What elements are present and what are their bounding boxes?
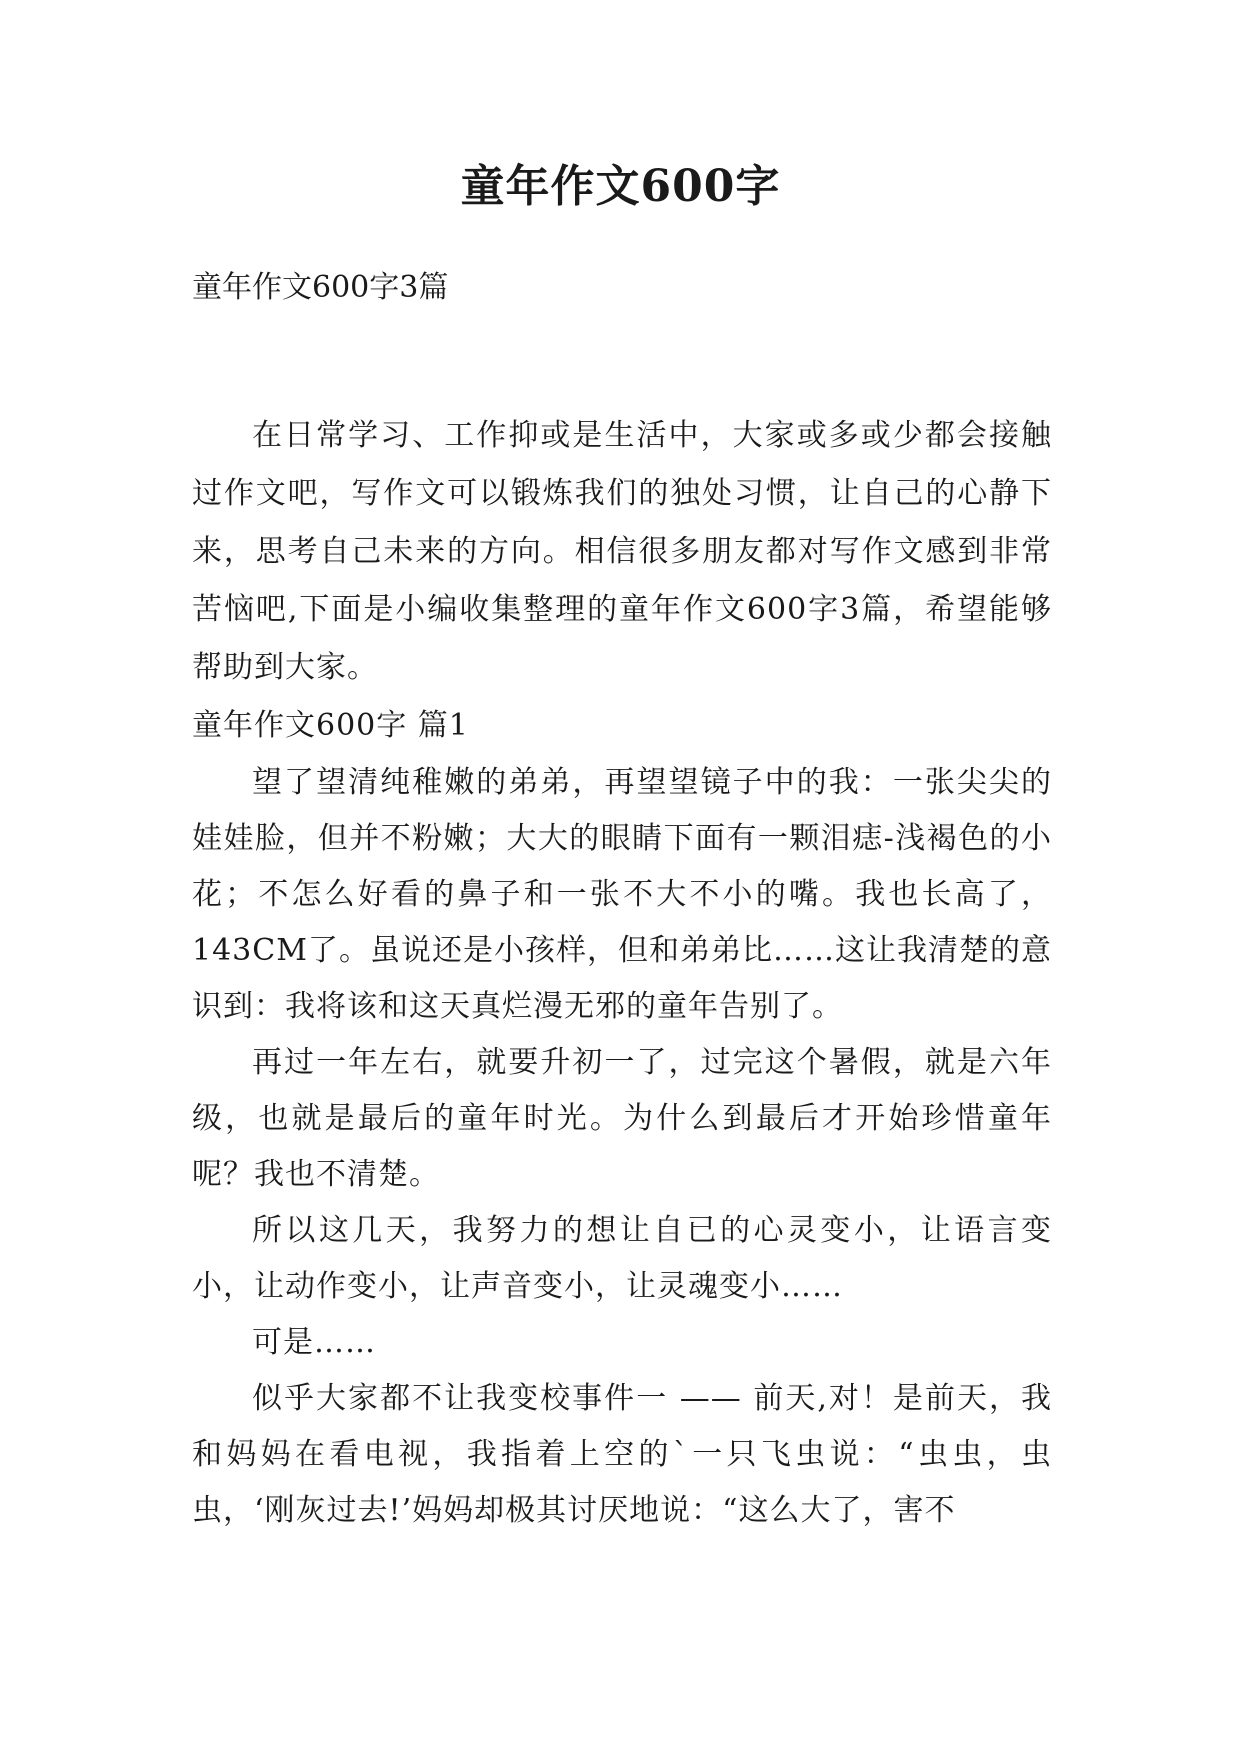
section-heading: 童年作文600字 篇1 bbox=[192, 708, 469, 743]
body-paragraph: 再过一年左右，就要升初一了，过完这个暑假，就是六年级，也就是最后的童年时光。为什么到最后才开始珍惜童年呢？我也不清楚。 bbox=[192, 1045, 1052, 1192]
document-title: 童年作文600字 bbox=[460, 161, 781, 212]
intro-paragraph: 在日常学习、工作抑或是生活中，大家或多或少都会接触过作文吧，写作文可以锻炼我们的独处习惯，让自己的心静下来，思考自己未来的方向。相信很多朋友都对写作文感到非常苦恼吧,下面是小编收集整理的童年作文600字3篇，希望能够帮助到大家。 bbox=[192, 418, 1052, 685]
document-body bbox=[192, 407, 1052, 1539]
body-paragraph: 可是…… bbox=[252, 1325, 376, 1360]
body-paragraph: 望了望清纯稚嫩的弟弟，再望望镜子中的我：一张尖尖的娃娃脸，但并不粉嫩；大大的眼睛下面有一颗泪痣-浅褐色的小花；不怎么好看的鼻子和一张不大不小的嘴。我也长高了，143CM了。虽说还是小孩样，但和弟弟比……这让我清楚的意识到：我将该和这天真烂漫无邪的童年告别了。 bbox=[192, 765, 1052, 1024]
body-paragraph: 似乎大家都不让我变校事件一 —— 前天,对！是前天，我和妈妈在看电视，我指着上空的`一只飞虫说：“虫虫，虫虫，‘刚灰过去!’妈妈却极其讨厌地说：“这么大了，害不 bbox=[192, 1381, 1052, 1528]
body-paragraph: 所以这几天，我努力的想让自已的心灵变小，让语言变小，让动作变小，让声音变小，让灵魂变小…… bbox=[192, 1213, 1052, 1304]
document-subtitle: 童年作文600字3篇 bbox=[192, 270, 449, 305]
